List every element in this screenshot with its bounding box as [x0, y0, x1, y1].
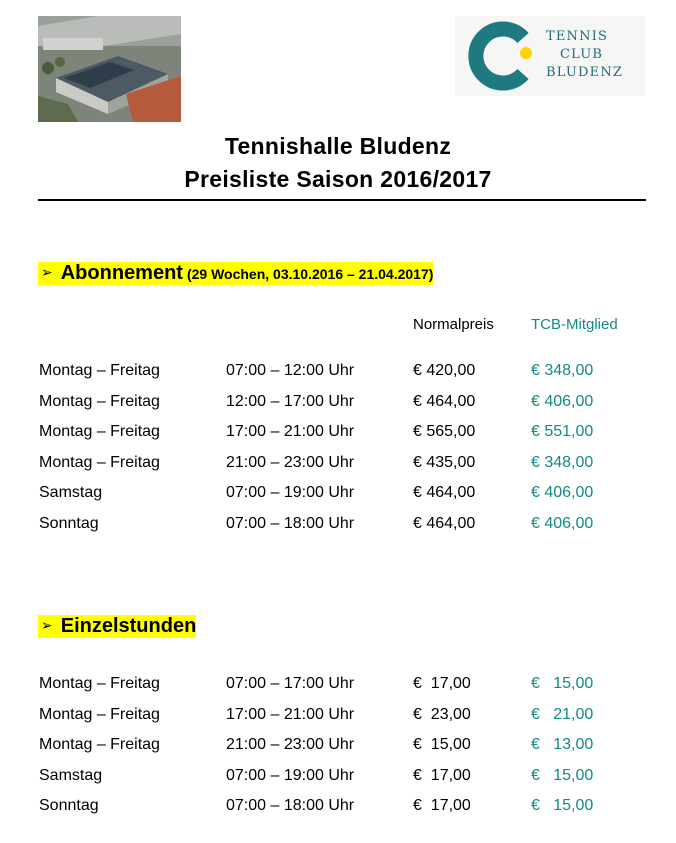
time-cell: 07:00 – 17:00 Uhr [226, 675, 355, 692]
table-row [0, 797, 676, 821]
table-row [0, 454, 676, 478]
normal-price-cell: € 17,00 [413, 675, 471, 692]
page-subtitle: Preisliste Saison 2016/2017 [184, 166, 492, 192]
table-row [0, 767, 676, 791]
time-cell: 17:00 – 21:00 Uhr [226, 706, 355, 723]
section-einzelstunden-title: Einzelstunden [60, 615, 197, 637]
day-cell: Montag – Freitag [39, 454, 160, 471]
member-price-cell: € 15,00 [531, 797, 594, 814]
time-cell: 17:00 – 21:00 Uhr [226, 423, 355, 440]
time-cell: 21:00 – 23:00 Uhr [226, 736, 355, 753]
table-row [0, 423, 676, 447]
member-price-cell: € 406,00 [531, 393, 594, 410]
page-title: Tennishalle Bludenz [224, 133, 452, 159]
time-cell: 07:00 – 12:00 Uhr [226, 362, 355, 379]
member-price-cell: € 406,00 [531, 484, 594, 501]
normal-price-cell: € 464,00 [413, 393, 476, 410]
table-row [0, 515, 676, 539]
arrow-bullet-icon: ➢ [41, 617, 53, 633]
day-cell: Montag – Freitag [39, 423, 160, 440]
member-price-cell: € 21,00 [531, 706, 594, 723]
section-abonnement-heading [38, 262, 433, 285]
time-cell: 21:00 – 23:00 Uhr [226, 454, 355, 471]
normal-price-cell: € 17,00 [413, 797, 471, 814]
table-row [0, 484, 676, 508]
member-price-cell: € 13,00 [531, 736, 594, 753]
section-abonnement-title: Abonnement [60, 262, 183, 284]
club-logo-text [546, 28, 623, 82]
arrow-bullet-icon: ➢ [41, 264, 53, 280]
day-cell: Sonntag [39, 515, 99, 532]
member-price-cell: € 15,00 [531, 675, 594, 692]
time-cell: 12:00 – 17:00 Uhr [226, 393, 355, 410]
title-divider [38, 199, 646, 201]
club-logo-mark-icon [455, 16, 545, 96]
day-cell: Montag – Freitag [39, 736, 160, 753]
day-cell: Samstag [39, 484, 103, 501]
day-cell: Montag – Freitag [39, 393, 160, 410]
normal-price-cell: € 464,00 [413, 515, 476, 532]
normal-price-cell: € 464,00 [413, 484, 476, 501]
time-cell: 07:00 – 18:00 Uhr [226, 515, 355, 532]
section-abonnement-subtitle: (29 Wochen, 03.10.2016 – 21.04.2017) [186, 266, 434, 282]
table-row [0, 393, 676, 417]
member-price-cell: € 348,00 [531, 362, 594, 379]
normal-price-cell: € 565,00 [413, 423, 476, 440]
table-row [0, 706, 676, 730]
day-cell: Montag – Freitag [39, 675, 160, 692]
column-header-tcb-mitglied: TCB-Mitglied [531, 316, 618, 333]
logo-line-bludenz: BLUDENZ [546, 65, 624, 80]
time-cell: 07:00 – 18:00 Uhr [226, 797, 355, 814]
member-price-cell: € 406,00 [531, 515, 594, 532]
member-price-cell: € 348,00 [531, 454, 594, 471]
normal-price-cell: € 15,00 [413, 736, 471, 753]
time-cell: 07:00 – 19:00 Uhr [226, 767, 355, 784]
column-header-normalpreis: Normalpreis [413, 316, 494, 333]
logo-line-tennis: TENNIS [546, 29, 609, 44]
table-row [0, 362, 676, 386]
normal-price-cell: € 23,00 [413, 706, 471, 723]
time-cell: 07:00 – 19:00 Uhr [226, 484, 355, 501]
normal-price-cell: € 17,00 [413, 767, 471, 784]
table-row [0, 675, 676, 699]
member-price-cell: € 551,00 [531, 423, 594, 440]
table-row [0, 736, 676, 760]
normal-price-cell: € 420,00 [413, 362, 476, 379]
aerial-photo-illustration [38, 16, 181, 122]
member-price-cell: € 15,00 [531, 767, 594, 784]
logo-line-club: CLUB [560, 47, 604, 62]
normal-price-cell: € 435,00 [413, 454, 476, 471]
day-cell: Montag – Freitag [39, 362, 160, 379]
day-cell: Sonntag [39, 797, 99, 814]
day-cell: Samstag [39, 767, 103, 784]
section-einzelstunden-heading [38, 615, 196, 638]
tennis-hall-photo [38, 16, 181, 122]
club-logo [455, 16, 645, 96]
day-cell: Montag – Freitag [39, 706, 160, 723]
